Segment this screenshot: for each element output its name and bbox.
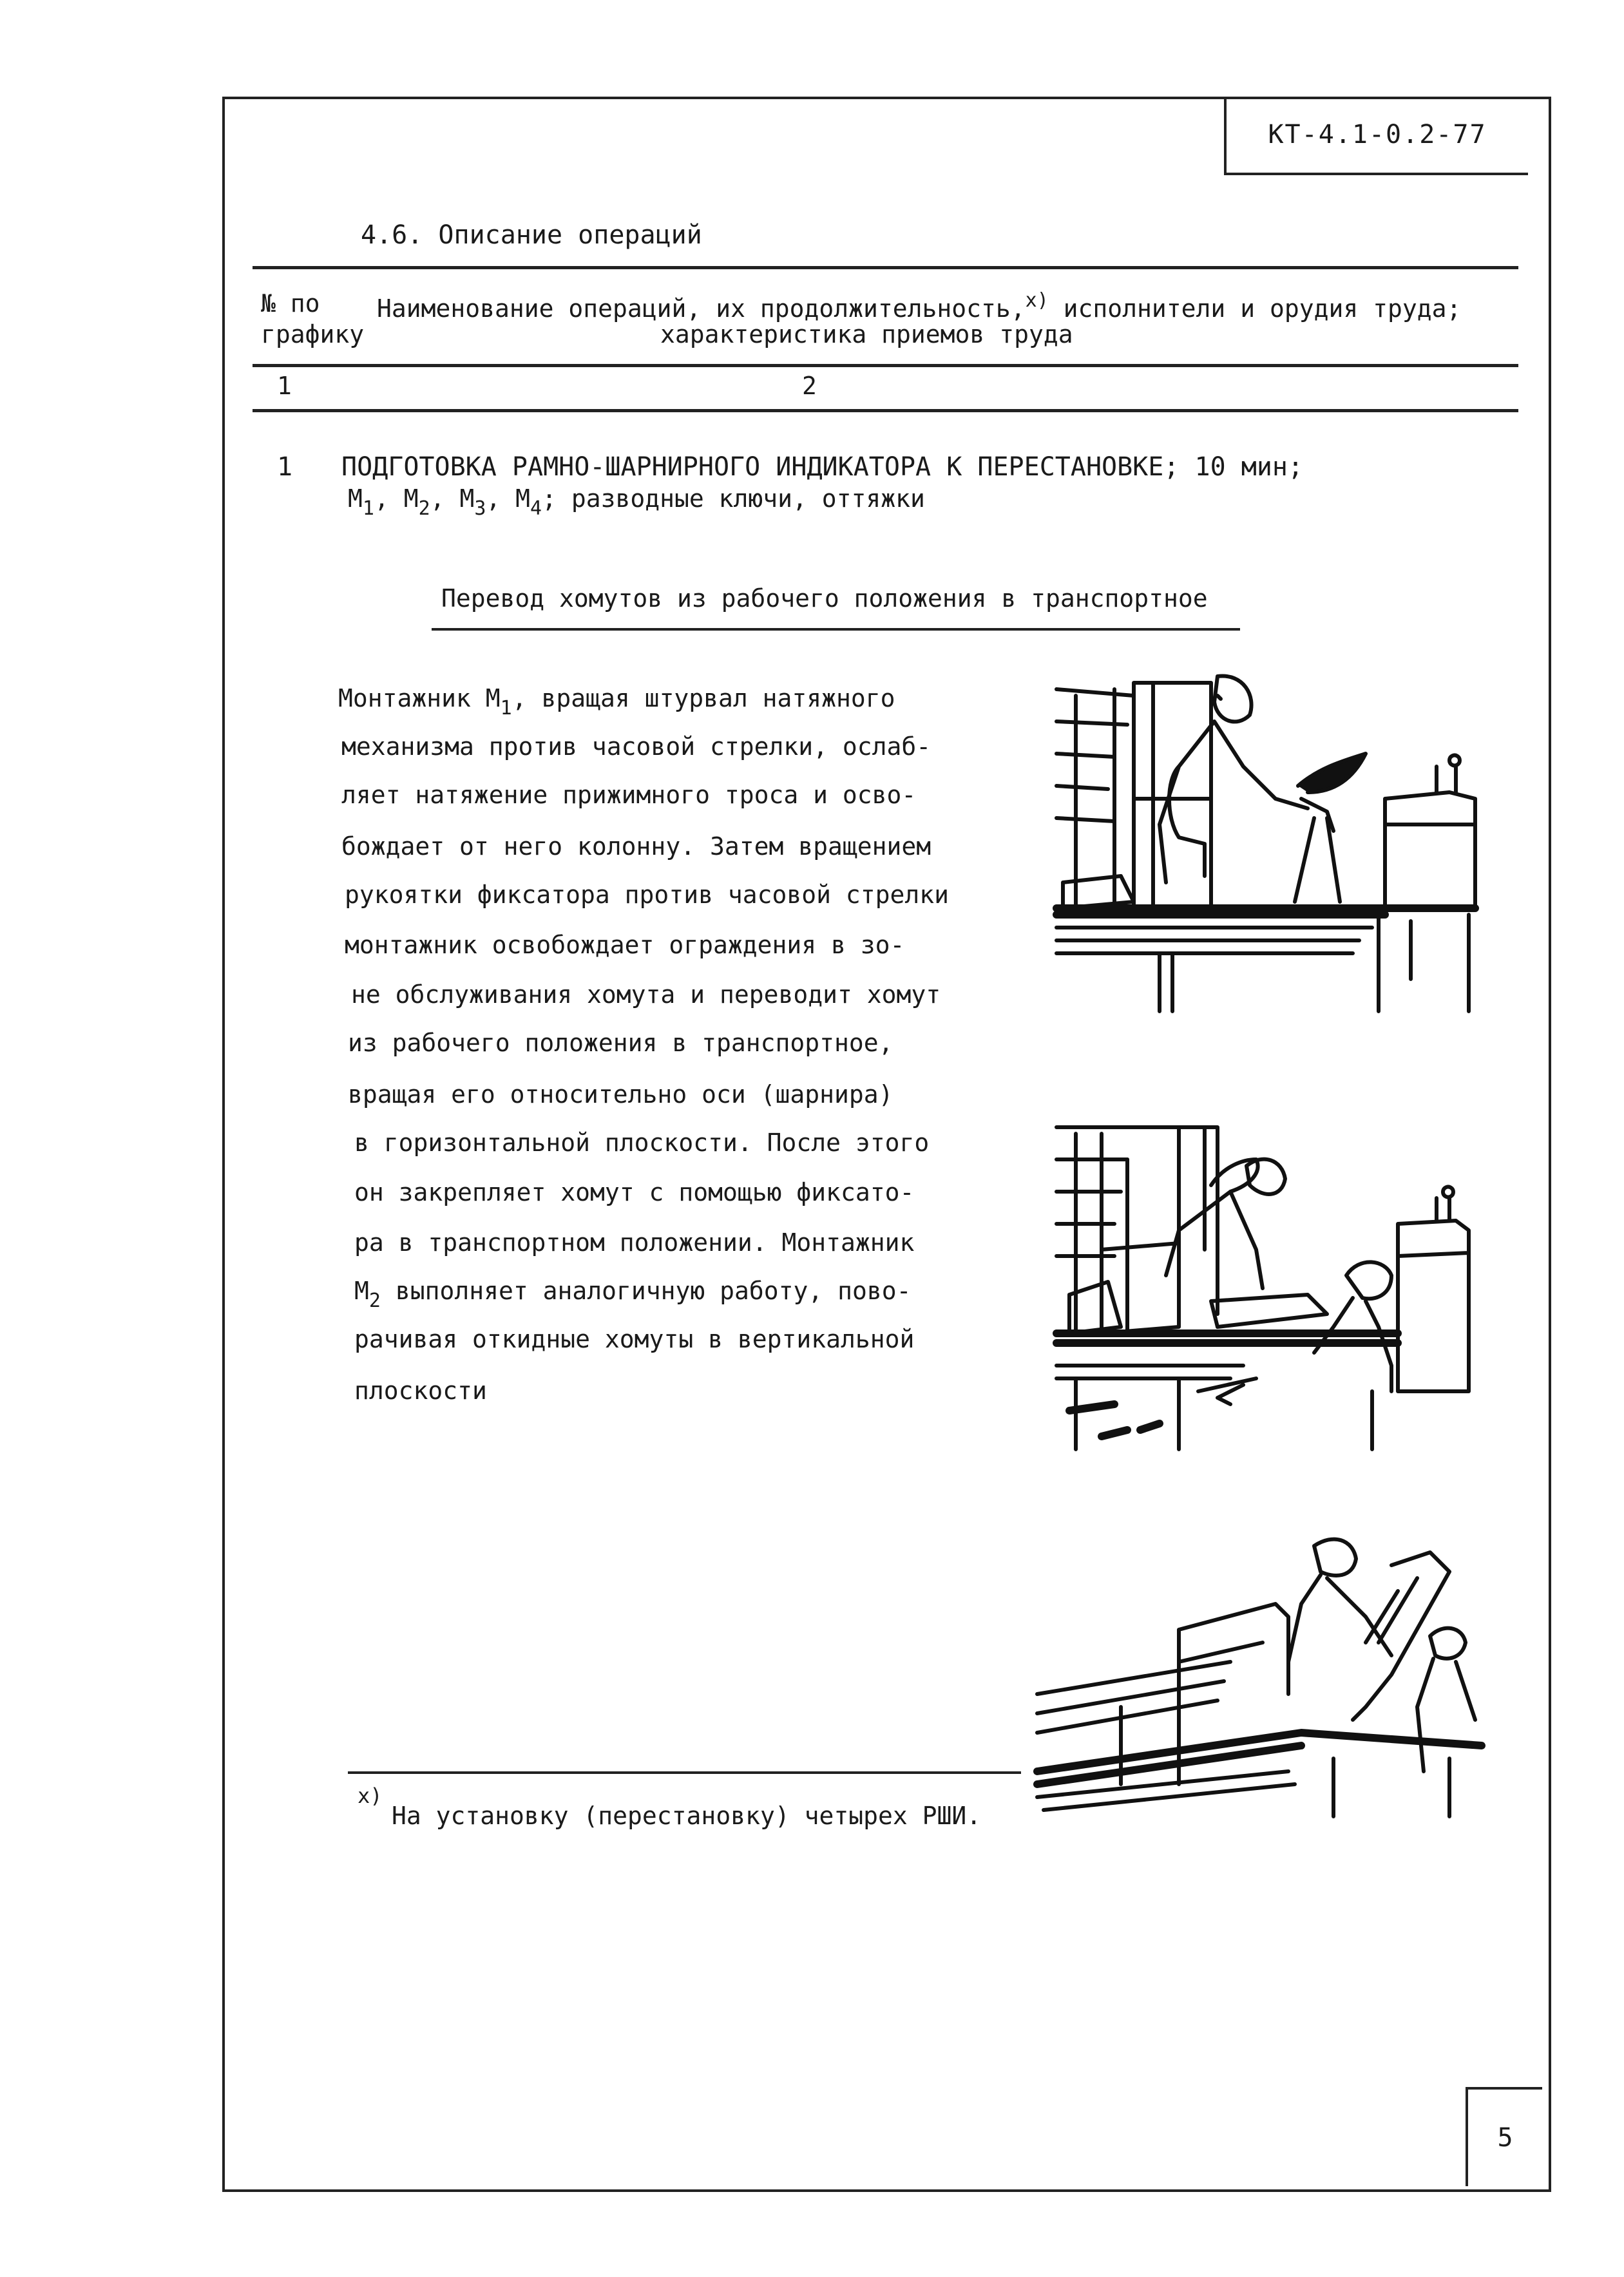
col1-header-line1: № по [261, 289, 320, 318]
body-line-9: вращая его относительно оси (шарнира) [348, 1080, 893, 1109]
body-line-10: в горизонтальной плоскости. После этого [354, 1129, 930, 1157]
table-header-rule [253, 364, 1518, 367]
illustration-clamp-release [1050, 670, 1488, 1011]
table-numbers-rule [253, 409, 1518, 412]
operation-workers: $М_1$, $М_2$, $М_3$, $М_4$; разводные ключи, оттяжки [348, 484, 925, 520]
subheading-rule [432, 628, 1240, 631]
body-line-3: ляет натяжение прижимного троса и осво- [341, 781, 917, 809]
col1-number: 1 [277, 372, 292, 400]
col2-header-line2: характеристика приемов труда [660, 320, 1073, 348]
col2-header-part-a: Наименование операций, их продолжительность, [377, 294, 1026, 323]
footnote-mark: x) [358, 1784, 383, 1808]
body-line-11: он закрепляет хомут с помощью фиксато- [354, 1178, 915, 1206]
footnote-text: На установку (перестановку) четырех РШИ. [392, 1802, 982, 1830]
subheading: Перевод хомутов из рабочего положения в транспортное [441, 584, 1208, 613]
page-number: 5 [1466, 2087, 1542, 2186]
body-line-7: не обслуживания хомута и переводит хомут [351, 980, 941, 1009]
body-line-4: бождает от него колонну. Затем вращением [341, 832, 931, 861]
body-line-15: плоскости [354, 1377, 487, 1405]
footnote-ref: x) [1025, 289, 1049, 312]
body-line-5: рукоятки фиксатора против часовой стрелки [345, 881, 949, 909]
illustration-workers-rotate [1031, 1514, 1495, 1816]
table-top-rule [253, 266, 1518, 269]
body-line-13: $М_2$ выполняет аналогичную работу, пово- [354, 1277, 912, 1312]
footnote-rule [348, 1771, 1021, 1774]
body-line-8: из рабочего положения в транспортное, [348, 1029, 893, 1057]
body-line-2: механизма против часовой стрелки, ослаб- [341, 732, 931, 761]
illustration-clamp-transport [1050, 1121, 1488, 1449]
col1-header-line2: графику [261, 320, 365, 348]
body-line-14: рачивая откидные хомуты в вертикальной [354, 1325, 915, 1353]
col2-number: 2 [802, 372, 817, 400]
body-line-12: ра в транспортном положении. Монтажник [354, 1228, 915, 1257]
col2-header-part-b: исполнители и орудия труда; [1063, 294, 1462, 323]
col2-header-line1 [377, 291, 1461, 321]
operation-title: ПОДГОТОВКА РАМНО-ШАРНИРНОГО ИНДИКАТОРА К ПЕРЕСТАНОВКЕ; 10 мин; [341, 452, 1304, 482]
operation-tools: ; разводные ключи, оттяжки [542, 484, 925, 513]
body-line-6: монтажник освобождает ограждения в зо- [345, 931, 905, 959]
operation-number: 1 [277, 452, 293, 482]
document-code: КТ-4.1-0.2-77 [1224, 97, 1528, 175]
body-line-1: Монтажник $М_1$, вращая штурвал натяжного [338, 684, 895, 719]
section-title: 4.6. Описание операций [361, 220, 702, 250]
